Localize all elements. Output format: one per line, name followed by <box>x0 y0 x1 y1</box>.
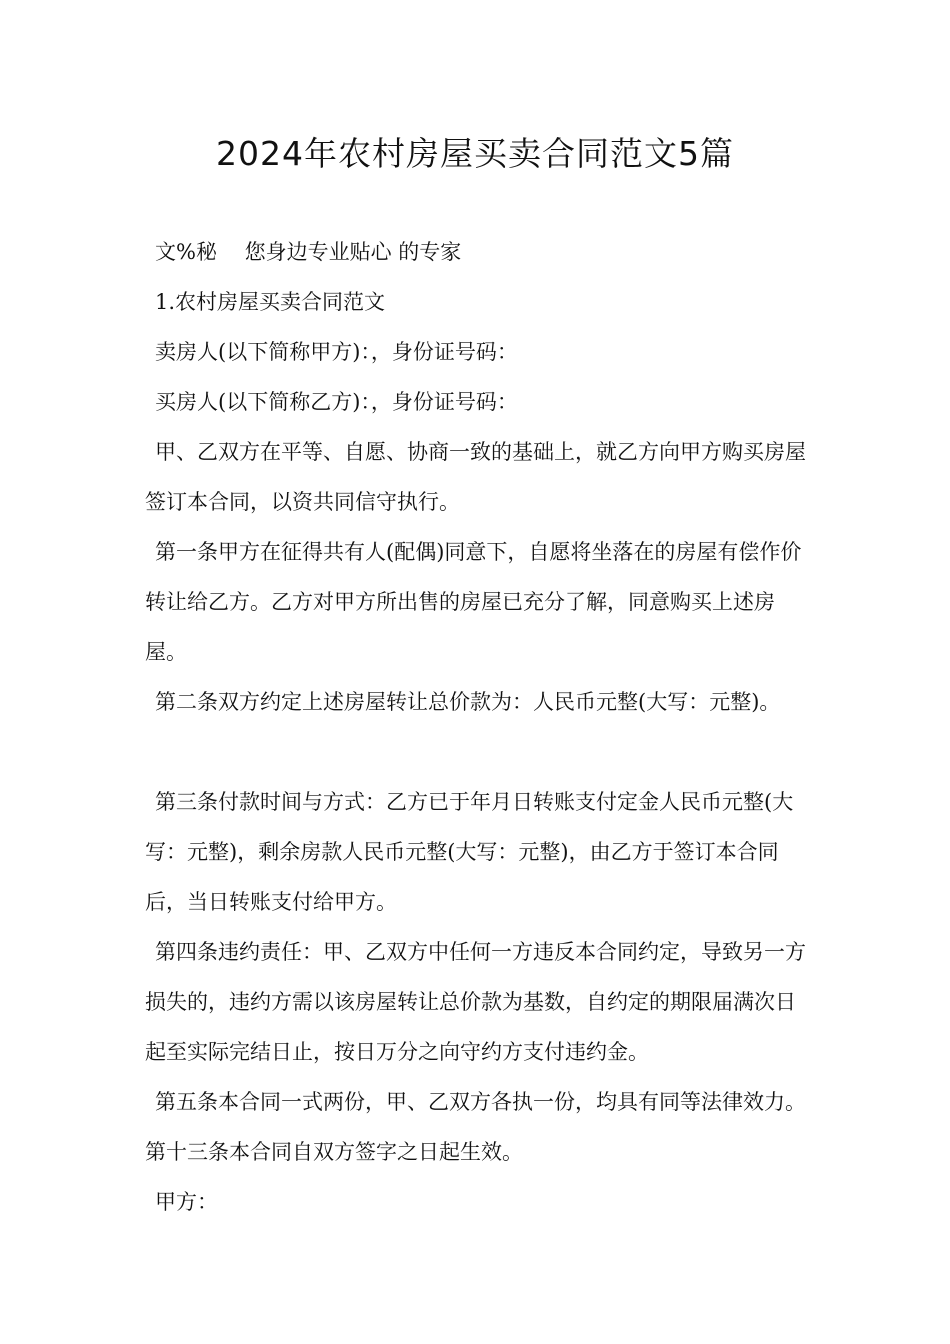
section-heading: 1.农村房屋买卖合同范文 <box>155 290 386 314</box>
blank-line <box>145 727 815 777</box>
preamble-paragraph: 甲、乙双方在平等、自愿、协商一致的基础上，就乙方向甲方购买房屋签订本合同，以资共同信守执行。 <box>145 440 806 514</box>
slogan-line: 文%秘 您身边专业贴心 的专家 <box>155 240 462 264</box>
article-4-paragraph: 第四条违约责任：甲、乙双方中任何一方违反本合同约定，导致另一方损失的，违约方需以该房屋转让总价款为基数，自约定的期限届满次日起至实际完结日止，按日万分之向守约方支付违约金。 <box>145 940 806 1064</box>
article-3-paragraph: 第三条付款时间与方式：乙方已于年月日转账支付定金人民币元整(大写：元整)，剩余房款人民币元整(大写：元整)，由乙方于签订本合同后，当日转账支付给甲方。 <box>145 790 794 914</box>
document-body <box>145 227 815 1227</box>
document-title: 2024年农村房屋买卖合同范文5篇 <box>216 134 734 173</box>
seller-line: 卖房人(以下简称甲方)：，身份证号码： <box>155 340 518 364</box>
buyer-line: 买房人(以下简称乙方)：，身份证号码： <box>155 390 518 414</box>
article-1-paragraph: 第一条甲方在征得共有人(配偶)同意下，自愿将坐落在的房屋有偿作价转让给乙方。乙方对甲方所出售的房屋已充分了解，同意购买上述房屋。 <box>145 540 802 664</box>
article-5-paragraph: 第五条本合同一式两份，甲、乙双方各执一份，均具有同等法律效力。第十三条本合同自双方签字之日起生效。 <box>145 1090 806 1164</box>
party-a-signature-line: 甲方： <box>155 1190 218 1214</box>
article-2-paragraph: 第二条双方约定上述房屋转让总价款为：人民币元整(大写：元整)。 <box>155 690 781 714</box>
